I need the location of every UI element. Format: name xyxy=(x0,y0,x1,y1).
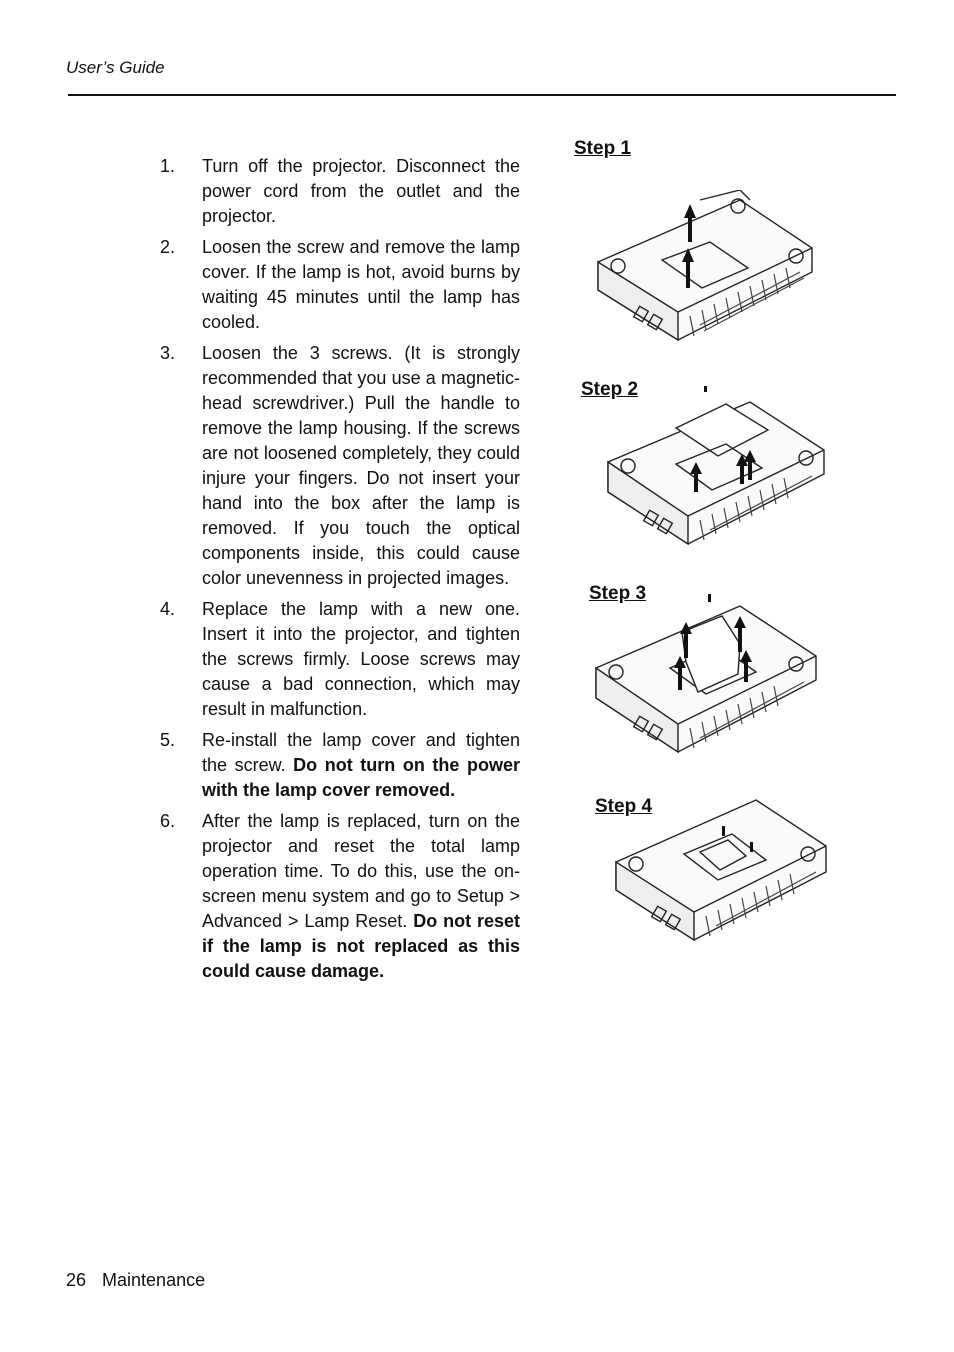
step-text: Replace the lamp with a new one. Insert it into the projector, and tighten the screws firmly. Loose screws may cause a bad connection, which may result in malfunction. xyxy=(202,599,520,719)
instruction-list xyxy=(160,154,520,990)
step-warning: Do not turn on the power with the lamp cover removed. xyxy=(202,755,520,800)
projector-illustration-step-1 xyxy=(590,190,820,360)
figure-label-step-4: Step 4 xyxy=(595,796,653,817)
running-header: User’s Guide xyxy=(66,58,165,77)
instruction-step-2 xyxy=(160,235,520,335)
projector-illustration-step-4 xyxy=(610,790,832,962)
step-number: 3. xyxy=(160,343,176,363)
step-number: 5. xyxy=(160,730,176,750)
instruction-step-1 xyxy=(160,154,520,229)
page-footer xyxy=(66,1270,205,1291)
projector-illustration-step-3 xyxy=(590,592,824,776)
page-number: 26 xyxy=(66,1270,87,1290)
instruction-step-5 xyxy=(160,728,520,803)
step-text: Loosen the 3 screws. (It is strongly recommended that you use a magnetic-head screwdriver.) Pull the handle to remove the lamp housing. If the screws are not loosened completely, they could injure your fingers. Do not insert your hand into the box after the lamp is removed. If you touch the optical components inside, this could cause color unevenness in projected images. xyxy=(202,343,520,588)
footer-section: Maintenance xyxy=(102,1270,206,1290)
step-number: 6. xyxy=(160,811,176,831)
step-warning: Do not reset if the lamp is not replaced as this could cause damage. xyxy=(202,911,521,981)
step-text: Loosen the screw and remove the lamp cover. If the lamp is hot, avoid burns by waiting 45 minutes until the lamp has cooled. xyxy=(202,237,520,332)
instruction-step-3 xyxy=(160,341,520,591)
projector-illustration-step-2 xyxy=(600,384,832,568)
instruction-step-4 xyxy=(160,597,520,722)
instruction-step-6 xyxy=(160,809,520,984)
step-text: Turn off the projector. Disconnect the power cord from the outlet and the projector. xyxy=(202,156,520,226)
step-text: After the lamp is replaced, turn on the projector and reset the total lamp operation time. To do this, use the on-screen menu system and go to Setup > Advanced > Lamp Reset. Do not reset if the lamp is not replaced as this could cause damage. xyxy=(202,811,521,981)
step-number: 4. xyxy=(160,599,176,619)
step-text: Re-install the lamp cover and tighten the screw. Do not turn on the power with the lamp cover removed. xyxy=(202,730,520,800)
figure-label-step-3: Step 3 xyxy=(589,583,647,604)
header-rule xyxy=(68,94,896,96)
step-number: 2. xyxy=(160,237,176,257)
figure-label-step-2: Step 2 xyxy=(581,379,639,400)
step-number: 1. xyxy=(160,156,176,176)
figure-label-step-1: Step 1 xyxy=(574,138,632,159)
